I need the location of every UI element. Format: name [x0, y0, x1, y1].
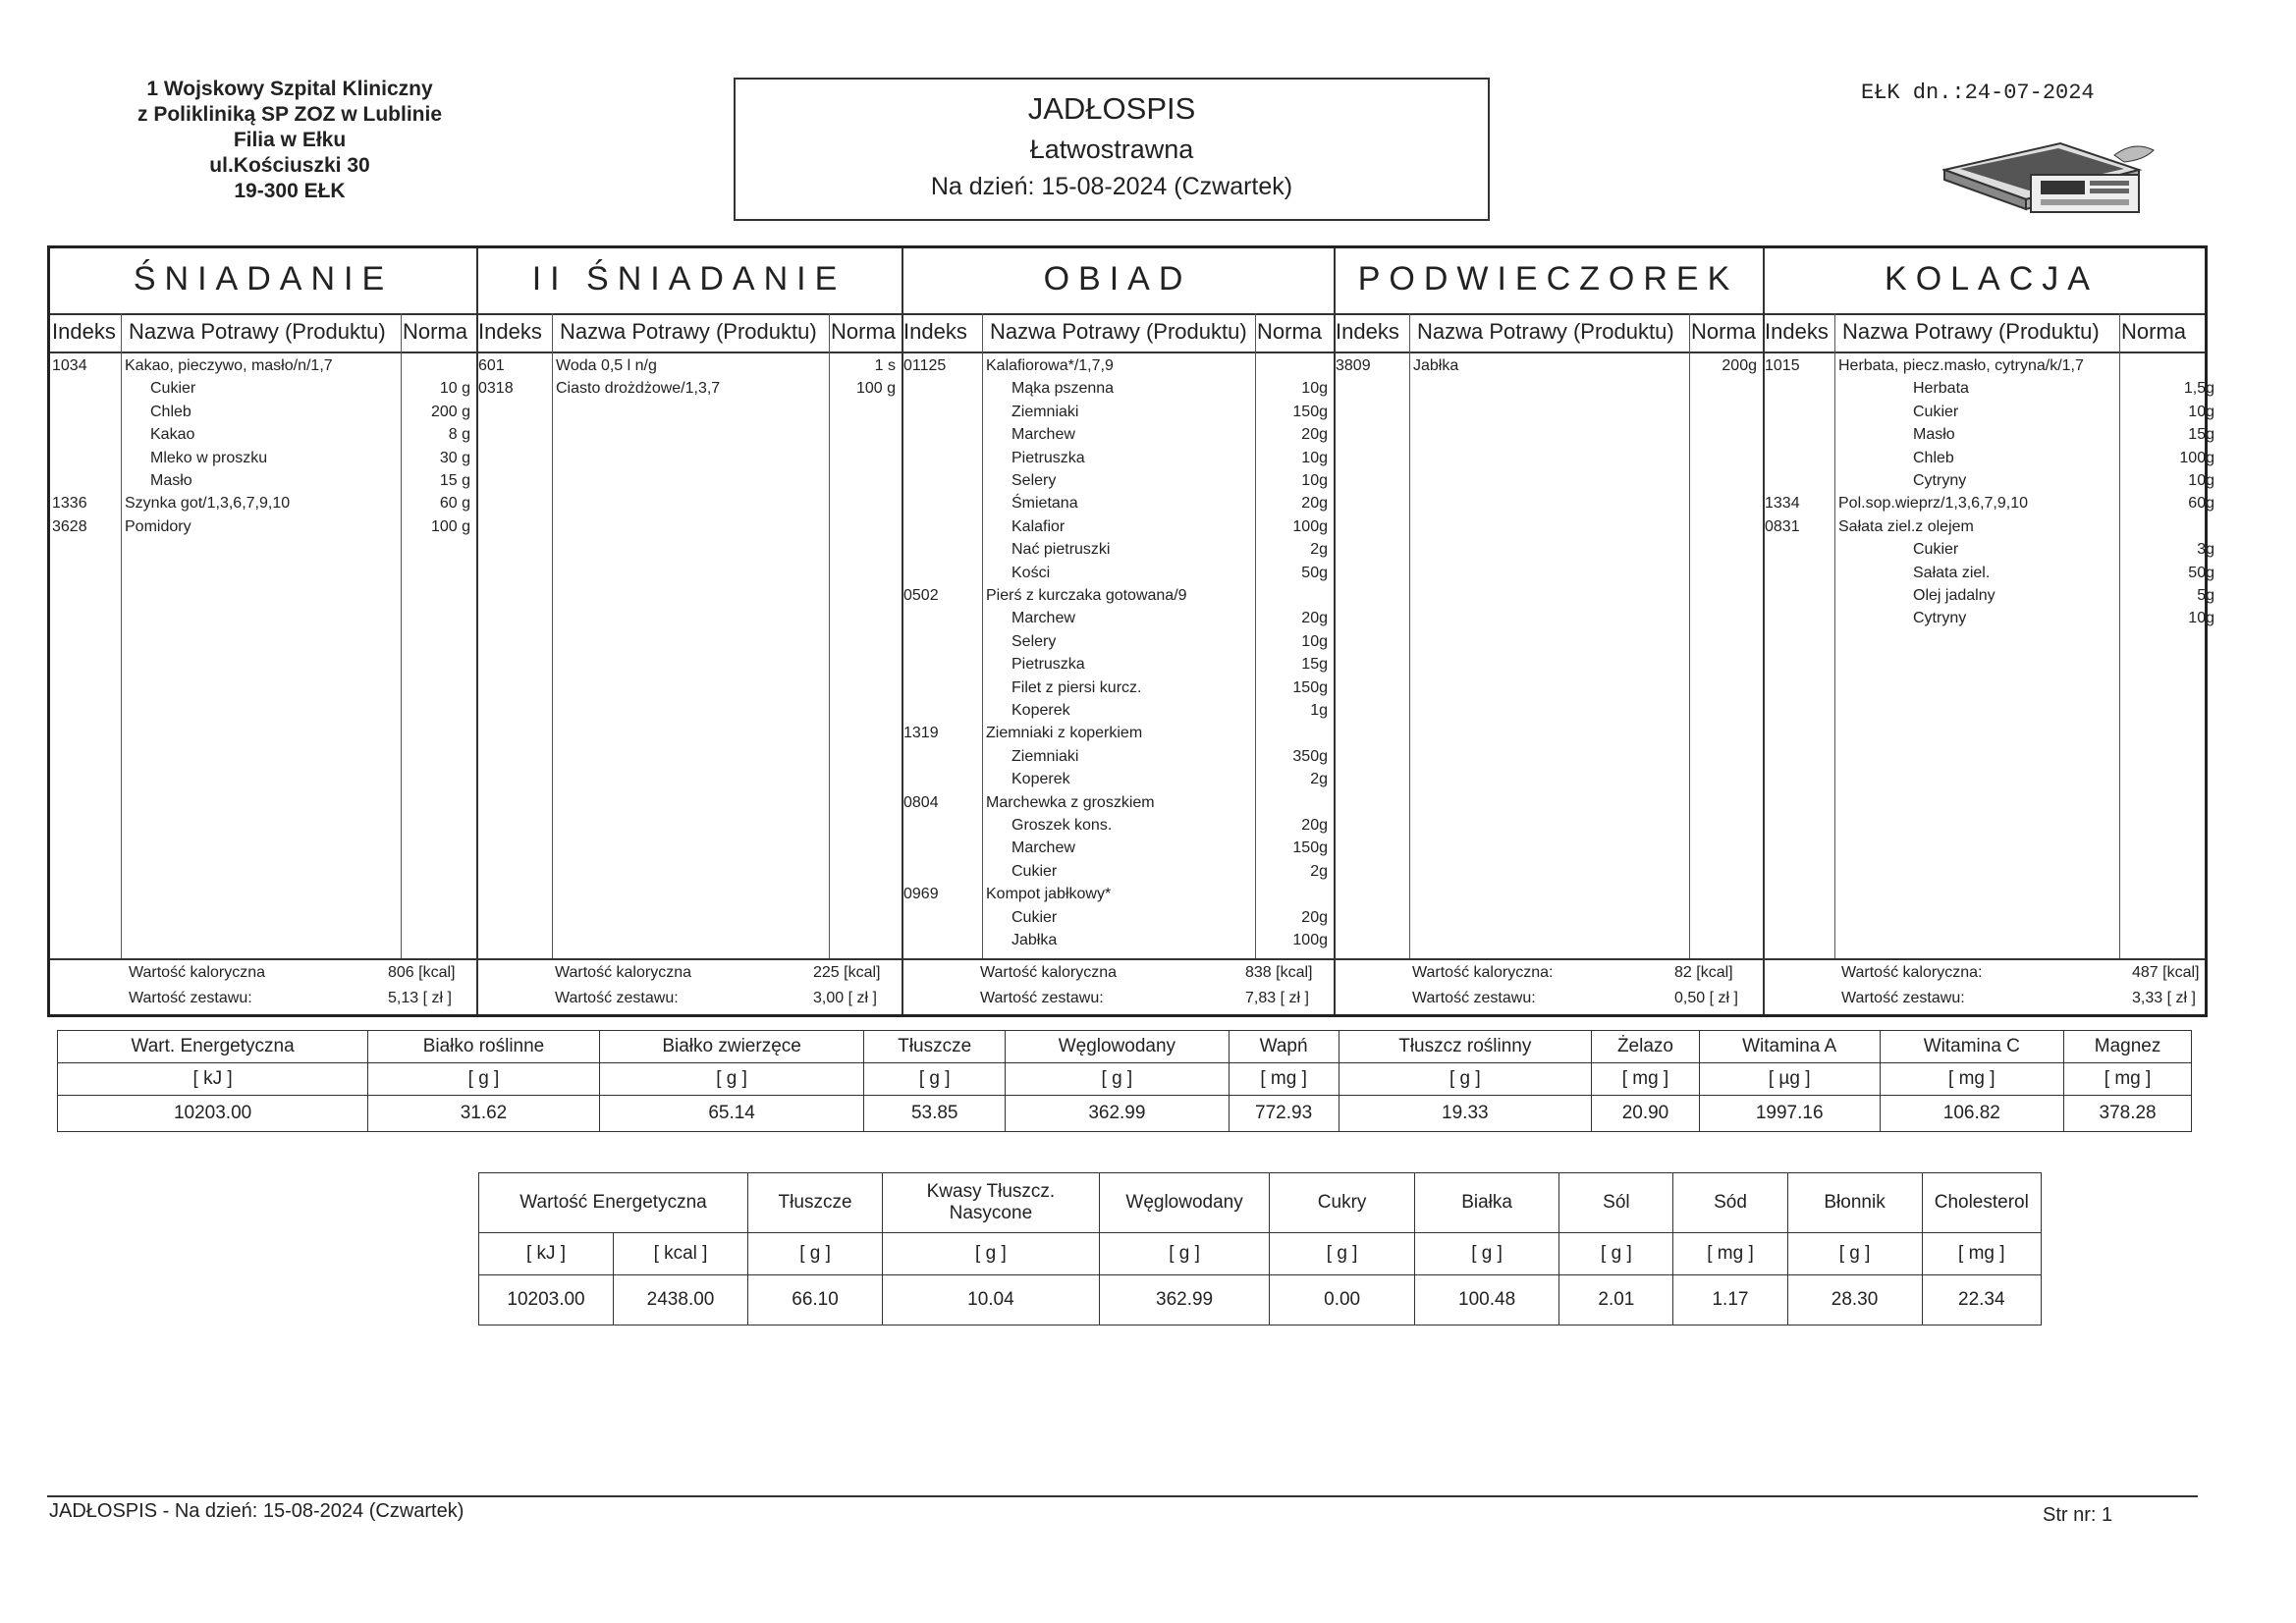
dish-index: 1336: [52, 495, 87, 513]
menu-row: [902, 584, 1334, 607]
nutrition2-header: Cukry: [1270, 1173, 1414, 1233]
norm-value: 3g: [2197, 541, 2214, 559]
nutrition2-cell: 22.34: [1922, 1275, 2041, 1325]
column-header-index: Indeks: [1765, 319, 1829, 344]
nutrition-cell: Węglowodany: [1006, 1031, 1230, 1063]
norm-value: 200g: [1722, 357, 1757, 374]
dish-index: 1015: [1765, 357, 1800, 374]
column-header-norm: Norma: [1691, 319, 1757, 344]
menu-row: [50, 447, 476, 469]
ingredient-name: Ziemniaki: [1011, 403, 1079, 420]
nutrition-cell: Tłuszcze: [864, 1031, 1006, 1063]
menu-footer-divider: [50, 958, 2205, 960]
dish-index: 3809: [1336, 357, 1371, 374]
nutrition-table-1: [57, 1030, 2192, 1132]
norm-value: 10g: [1301, 472, 1328, 489]
cost-value: 3,00 [ zł ]: [813, 990, 877, 1006]
nutrition2-row-values: [479, 1275, 2042, 1325]
menu-row: [902, 745, 1334, 768]
ingredient-name: Marchew: [1011, 426, 1075, 444]
nutrition2-cell: [ kJ ]: [479, 1233, 614, 1275]
dish-index: 0804: [903, 793, 939, 811]
calorie-value: 838 [kcal]: [1245, 964, 1313, 981]
nutrition-row-units: [58, 1063, 2192, 1096]
norm-value: 20g: [1301, 495, 1328, 513]
norm-value: 150g: [1292, 403, 1328, 420]
ingredient-name: Kości: [1011, 564, 1051, 581]
menu-row: [902, 401, 1334, 423]
cost-label: Wartość zestawu:: [129, 990, 252, 1006]
menu-header-divider: [50, 352, 2205, 353]
calorie-value: 225 [kcal]: [813, 964, 881, 981]
ingredient-name: Marchew: [1011, 839, 1075, 857]
menu-row: [50, 423, 476, 446]
menu-row: [1763, 515, 2220, 538]
menu-row: [902, 837, 1334, 859]
nutrition2-cell: 0.00: [1270, 1275, 1414, 1325]
menu-row: [476, 377, 902, 400]
dish-index: 01125: [903, 357, 947, 374]
meal-title: ŚNIADANIE: [133, 260, 394, 298]
dish-index: 0969: [903, 886, 939, 903]
calorie-label: Wartość kaloryczna: [129, 964, 265, 981]
nutrition2-cell: [ kcal ]: [614, 1233, 748, 1275]
column-header-index: Indeks: [478, 319, 542, 344]
ingredient-name: Selery: [1011, 632, 1057, 650]
nutrition-cell: 65.14: [599, 1096, 864, 1132]
menu-row: [50, 354, 476, 377]
ingredient-name: Cukier: [1913, 403, 1959, 420]
menu-row: [902, 883, 1334, 905]
nutrition2-cell: 28.30: [1787, 1275, 1922, 1325]
norm-value: 150g: [1292, 839, 1328, 857]
hospital-address: [98, 77, 481, 204]
nutrition2-cell: [ g ]: [1414, 1233, 1558, 1275]
norm-value: 1 s: [874, 357, 896, 374]
norm-value: 200 g: [430, 403, 470, 420]
menu-row: [50, 492, 476, 514]
dish-name: Marchewka z groszkiem: [986, 793, 1155, 811]
ingredient-name: Mleko w proszku: [150, 449, 268, 466]
meal-title: KOLACJA: [1885, 260, 2099, 298]
norm-value: 150g: [1292, 678, 1328, 696]
calorie-value: 487 [kcal]: [2132, 964, 2200, 981]
ingredient-name: Selery: [1011, 472, 1057, 489]
column-header-name: Nazwa Potrawy (Produktu): [1417, 319, 1674, 344]
cost-value: 0,50 [ zł ]: [1674, 990, 1738, 1006]
nutrition2-header: Węglowodany: [1099, 1173, 1270, 1233]
norm-value: 10g: [1301, 449, 1328, 466]
norm-value: 60 g: [439, 495, 470, 513]
ingredient-name: Koperek: [1011, 771, 1070, 788]
ingredient-name: Cukier: [1011, 908, 1058, 926]
meal-title: PODWIECZOREK: [1357, 260, 1739, 298]
menu-row: [1763, 492, 2220, 514]
nutrition-cell: [ g ]: [1339, 1063, 1592, 1096]
nutrition-cell: 20.90: [1592, 1096, 1700, 1132]
nutrition-cell: 31.62: [368, 1096, 600, 1132]
menu-title-divider: [50, 313, 2205, 315]
column-header-norm: Norma: [831, 319, 897, 344]
nutrition2-row-headers: [479, 1173, 2042, 1233]
dish-name: Ciasto drożdżowe/1,3,7: [556, 380, 721, 398]
nutrition-cell: Tłuszcz roślinny: [1339, 1031, 1592, 1063]
menu-row: [50, 401, 476, 423]
ingredient-name: Cukier: [150, 380, 196, 398]
menu-row: [902, 791, 1334, 814]
menu-row: [1763, 423, 2220, 446]
ingredient-name: Filet z piersi kurcz.: [1011, 678, 1142, 696]
ingredient-name: Groszek kons.: [1011, 817, 1113, 834]
dish-index: 0502: [903, 587, 939, 604]
calorie-label: Wartość kaloryczna: [980, 964, 1117, 981]
nutrition2-cell: 2.01: [1559, 1275, 1673, 1325]
nutrition-cell: [ mg ]: [1592, 1063, 1700, 1096]
dish-index: 0831: [1765, 517, 1800, 535]
ingredient-name: Pietruszka: [1011, 656, 1085, 674]
dish-index: 3628: [52, 517, 87, 535]
nutrition2-header: Sód: [1673, 1173, 1787, 1233]
norm-value: 15 g: [439, 472, 470, 489]
norm-value: 20g: [1301, 908, 1328, 926]
nutrition-cell: Magnez: [2064, 1031, 2192, 1063]
ingredient-name: Chleb: [1913, 449, 1954, 466]
norm-value: 10g: [1301, 380, 1328, 398]
ingredient-name: Cukier: [1011, 862, 1058, 880]
norm-value: 100 g: [855, 380, 896, 398]
menu-row: [902, 469, 1334, 492]
norm-value: 8 g: [448, 426, 470, 444]
ingredient-name: Ziemniaki: [1011, 747, 1079, 765]
nutrition2-cell: 10.04: [883, 1275, 1100, 1325]
nutrition-cell: 1997.16: [1699, 1096, 1880, 1132]
cost-value: 5,13 [ zł ]: [388, 990, 452, 1006]
dish-name: Kalafiorowa*/1,7,9: [986, 357, 1114, 374]
page-title: JADŁOSPIS: [1027, 91, 1196, 126]
nutrition2-header: Błonnik: [1787, 1173, 1922, 1233]
menu-row: [902, 814, 1334, 837]
ingredient-name: Chleb: [150, 403, 191, 420]
dish-name: Woda 0,5 l n/g: [556, 357, 657, 374]
nutrition2-cell: [ g ]: [1559, 1233, 1673, 1275]
nutrition2-cell: [ g ]: [1270, 1233, 1414, 1275]
menu-row: [902, 860, 1334, 883]
nutrition2-cell: 362.99: [1099, 1275, 1270, 1325]
column-divider: [1689, 313, 1690, 958]
nutrition2-cell: 66.10: [748, 1275, 883, 1325]
menu-row: [1763, 377, 2220, 400]
cost-value: 7,83 [ zł ]: [1245, 990, 1309, 1006]
dish-index: 1319: [903, 725, 939, 742]
cost-label: Wartość zestawu:: [1412, 990, 1536, 1006]
meal-title: II ŚNIADANIE: [531, 260, 847, 298]
nutrition-cell: Wart. Energetyczna: [58, 1031, 368, 1063]
hospital-line: 1 Wojskowy Szpital Kliniczny: [146, 78, 433, 100]
calorie-value: 806 [kcal]: [388, 964, 456, 981]
column-header-norm: Norma: [2121, 319, 2187, 344]
menu-row: [50, 515, 476, 538]
menu-row: [1763, 469, 2220, 492]
page-number: Str nr: 1: [2043, 1504, 2113, 1526]
menu-row: [1334, 354, 1763, 377]
printer-icon: [1942, 116, 2159, 224]
menu-row: [902, 906, 1334, 929]
nutrition-cell: Białko roślinne: [368, 1031, 600, 1063]
norm-value: 2g: [1310, 541, 1328, 559]
norm-value: 20g: [1301, 610, 1328, 627]
norm-value: 60g: [2188, 495, 2214, 513]
ingredient-name: Marchew: [1011, 610, 1075, 627]
column-header-name: Nazwa Potrawy (Produktu): [1842, 319, 2100, 344]
menu-row: [1763, 538, 2220, 561]
menu-row: [1763, 584, 2220, 607]
dish-name: Herbata, piecz.masło, cytryna/k/1,7: [1838, 357, 2084, 374]
hospital-line: Filia w Ełku: [233, 129, 347, 151]
column-header-norm: Norma: [1257, 319, 1323, 344]
nutrition-cell: [ mg ]: [2064, 1063, 2192, 1096]
calorie-label: Wartość kaloryczna:: [1841, 964, 1983, 981]
norm-value: 10 g: [439, 380, 470, 398]
column-divider: [829, 313, 830, 958]
nutrition-cell: [ µg ]: [1699, 1063, 1880, 1096]
column-header-index: Indeks: [903, 319, 967, 344]
column-header-index: Indeks: [52, 319, 116, 344]
norm-value: 10g: [2188, 472, 2214, 489]
nutrition2-header: Sól: [1559, 1173, 1673, 1233]
menu-row: [1763, 607, 2220, 629]
nutrition2-cell: [ mg ]: [1922, 1233, 2041, 1275]
ingredient-name: Herbata: [1913, 380, 1969, 398]
nutrition-table-2: [478, 1172, 2042, 1325]
nutrition-cell: Białko zwierzęce: [599, 1031, 864, 1063]
nutrition2-cell: 100.48: [1414, 1275, 1558, 1325]
nutrition-cell: Wapń: [1229, 1031, 1339, 1063]
menu-row: [1763, 354, 2220, 377]
norm-value: 1g: [1310, 702, 1328, 719]
column-header-index: Indeks: [1336, 319, 1399, 344]
cost-value: 3,33 [ zł ]: [2132, 990, 2196, 1006]
nutrition2-cell: 2438.00: [614, 1275, 748, 1325]
nutrition-cell: [ g ]: [864, 1063, 1006, 1096]
nutrition-cell: 378.28: [2064, 1096, 2192, 1132]
calorie-label: Wartość kaloryczna:: [1412, 964, 1554, 981]
nutrition2-row-units: [479, 1233, 2042, 1275]
dish-index: 0318: [478, 380, 514, 398]
norm-value: 15g: [2188, 426, 2214, 444]
ingredient-name: Kakao: [150, 426, 195, 444]
footer-title: JADŁOSPIS - Na dzień: 15-08-2024 (Czwartek): [49, 1500, 465, 1522]
dish-name: Sałata ziel.z olejem: [1838, 517, 1974, 535]
ingredient-name: Cukier: [1913, 541, 1959, 559]
norm-value: 30 g: [439, 449, 470, 466]
column-divider: [1409, 313, 1410, 958]
norm-value: 100 g: [430, 517, 470, 535]
menu-row: [902, 492, 1334, 514]
menu-row: [902, 354, 1334, 377]
menu-row: [902, 699, 1334, 722]
ingredient-name: Mąka pszenna: [1011, 380, 1115, 398]
nutrition2-cell: 1.17: [1673, 1275, 1787, 1325]
ingredient-name: Cytryny: [1913, 610, 1967, 627]
norm-value: 1,5g: [2183, 380, 2214, 398]
nutrition2-header: Wartość Energetyczna: [479, 1173, 748, 1233]
ingredient-name: Koperek: [1011, 702, 1070, 719]
ingredient-name: Śmietana: [1011, 495, 1078, 513]
column-header-norm: Norma: [403, 319, 468, 344]
norm-value: 100g: [1292, 517, 1328, 535]
menu-row: [902, 377, 1334, 400]
nutrition-cell: 10203.00: [58, 1096, 368, 1132]
nutrition2-header: Białka: [1414, 1173, 1558, 1233]
menu-row: [902, 447, 1334, 469]
column-divider: [552, 313, 553, 958]
norm-value: 5g: [2197, 587, 2214, 604]
ingredient-name: Jabłka: [1011, 932, 1058, 948]
nutrition-cell: [ kJ ]: [58, 1063, 368, 1096]
menu-row: [902, 515, 1334, 538]
norm-value: 350g: [1292, 747, 1328, 765]
nutrition-cell: 362.99: [1006, 1096, 1230, 1132]
nutrition-row-headers: [58, 1031, 2192, 1063]
nutrition2-cell: [ g ]: [883, 1233, 1100, 1275]
nutrition-cell: [ g ]: [1006, 1063, 1230, 1096]
nutrition-cell: [ g ]: [599, 1063, 864, 1096]
menu-row: [50, 469, 476, 492]
norm-value: 20g: [1301, 817, 1328, 834]
norm-value: 15g: [1301, 656, 1328, 674]
dish-name: Ziemniaki z koperkiem: [986, 725, 1143, 742]
nutrition-cell: Witamina C: [1880, 1031, 2064, 1063]
norm-value: 50g: [2188, 564, 2214, 581]
menu-row: [1763, 447, 2220, 469]
norm-value: 100g: [2179, 449, 2214, 466]
norm-value: 2g: [1310, 862, 1328, 880]
menu-row: [1763, 562, 2220, 584]
nutrition-cell: Witamina A: [1699, 1031, 1880, 1063]
dish-name: Pol.sop.wieprz/1,3,6,7,9,10: [1838, 495, 2029, 513]
title-box: [734, 78, 1490, 221]
dish-name: Jabłka: [1413, 357, 1459, 374]
nutrition2-header: Tłuszcze: [748, 1173, 883, 1233]
dish-index: 1334: [1765, 495, 1800, 513]
norm-value: 20g: [1301, 426, 1328, 444]
dish-index: 601: [478, 357, 505, 374]
nutrition-cell: [ mg ]: [1880, 1063, 2064, 1096]
ingredient-name: Kalafior: [1011, 517, 1066, 535]
nutrition-cell: Żelazo: [1592, 1031, 1700, 1063]
ingredient-name: Cytryny: [1913, 472, 1967, 489]
nutrition-cell: [ g ]: [368, 1063, 600, 1096]
ingredient-name: Olej jadalny: [1913, 587, 1995, 604]
cost-label: Wartość zestawu:: [980, 990, 1104, 1006]
nutrition-cell: 19.33: [1339, 1096, 1592, 1132]
ingredient-name: Masło: [150, 472, 192, 489]
menu-row: [902, 630, 1334, 653]
nutrition2-cell: 10203.00: [479, 1275, 614, 1325]
column-header-name: Nazwa Potrawy (Produktu): [129, 319, 386, 344]
menu-row: [902, 768, 1334, 790]
menu-row: [902, 676, 1334, 699]
nutrition-cell: [ mg ]: [1229, 1063, 1339, 1096]
dish-name: Pierś z kurczaka gotowana/9: [986, 587, 1187, 604]
cost-label: Wartość zestawu:: [1841, 990, 1965, 1006]
menu-row: [1763, 401, 2220, 423]
menu-row: [50, 377, 476, 400]
norm-value: 10g: [1301, 632, 1328, 650]
column-header-name: Nazwa Potrawy (Produktu): [990, 319, 1247, 344]
dish-index: 1034: [52, 357, 87, 374]
ingredient-name: Sałata ziel.: [1913, 564, 1991, 581]
norm-value: 100g: [1292, 932, 1328, 948]
meal-title: OBIAD: [1043, 260, 1192, 298]
menu-table: [47, 245, 2214, 1017]
column-header-name: Nazwa Potrawy (Produktu): [560, 319, 817, 344]
menu-row: [902, 722, 1334, 744]
nutrition2-header: Cholesterol: [1922, 1173, 2041, 1233]
dish-name: Kompot jabłkowy*: [986, 886, 1112, 903]
nutrition2-cell: [ mg ]: [1673, 1233, 1787, 1275]
nutrition2-header: Kwasy Tłuszcz. Nasycone: [883, 1173, 1100, 1233]
menu-row: [902, 538, 1334, 561]
diet-name: Łatwostrawna: [1029, 135, 1194, 164]
norm-value: 2g: [1310, 771, 1328, 788]
menu-row: [902, 929, 1334, 951]
menu-row: [902, 423, 1334, 446]
ingredient-name: Nać pietruszki: [1011, 541, 1111, 559]
menu-row: [902, 653, 1334, 676]
ingredient-name: Masło: [1913, 426, 1955, 444]
dish-name: Szynka got/1,3,6,7,9,10: [125, 495, 291, 513]
norm-value: 50g: [1301, 564, 1328, 581]
nutrition-cell: 53.85: [864, 1096, 1006, 1132]
menu-row: [476, 354, 902, 377]
menu-date: Na dzień: 15-08-2024 (Czwartek): [930, 173, 1293, 200]
issue-date: EŁK dn.:24-07-2024: [1861, 81, 2095, 105]
ingredient-name: Pietruszka: [1011, 449, 1085, 466]
norm-value: 10g: [2188, 610, 2214, 627]
nutrition2-cell: [ g ]: [1099, 1233, 1270, 1275]
nutrition2-cell: [ g ]: [748, 1233, 883, 1275]
calorie-label: Wartość kaloryczna: [555, 964, 691, 981]
dish-name: Pomidory: [125, 517, 191, 535]
calorie-value: 82 [kcal]: [1674, 964, 1733, 981]
hospital-line: 19-300 EŁK: [234, 180, 346, 202]
cost-label: Wartość zestawu:: [555, 990, 679, 1006]
nutrition-cell: 106.82: [1880, 1096, 2064, 1132]
footer-divider: [47, 1495, 2198, 1497]
menu-row: [902, 607, 1334, 629]
nutrition-cell: 772.93: [1229, 1096, 1339, 1132]
nutrition-row-values: [58, 1096, 2192, 1132]
hospital-line: ul.Kościuszki 30: [209, 154, 370, 177]
hospital-line: z Polikliniką SP ZOZ w Lublinie: [137, 103, 442, 126]
menu-row: [902, 562, 1334, 584]
dish-name: Kakao, pieczywo, masło/n/1,7: [125, 357, 333, 374]
norm-value: 10g: [2188, 403, 2214, 420]
nutrition2-cell: [ g ]: [1787, 1233, 1922, 1275]
